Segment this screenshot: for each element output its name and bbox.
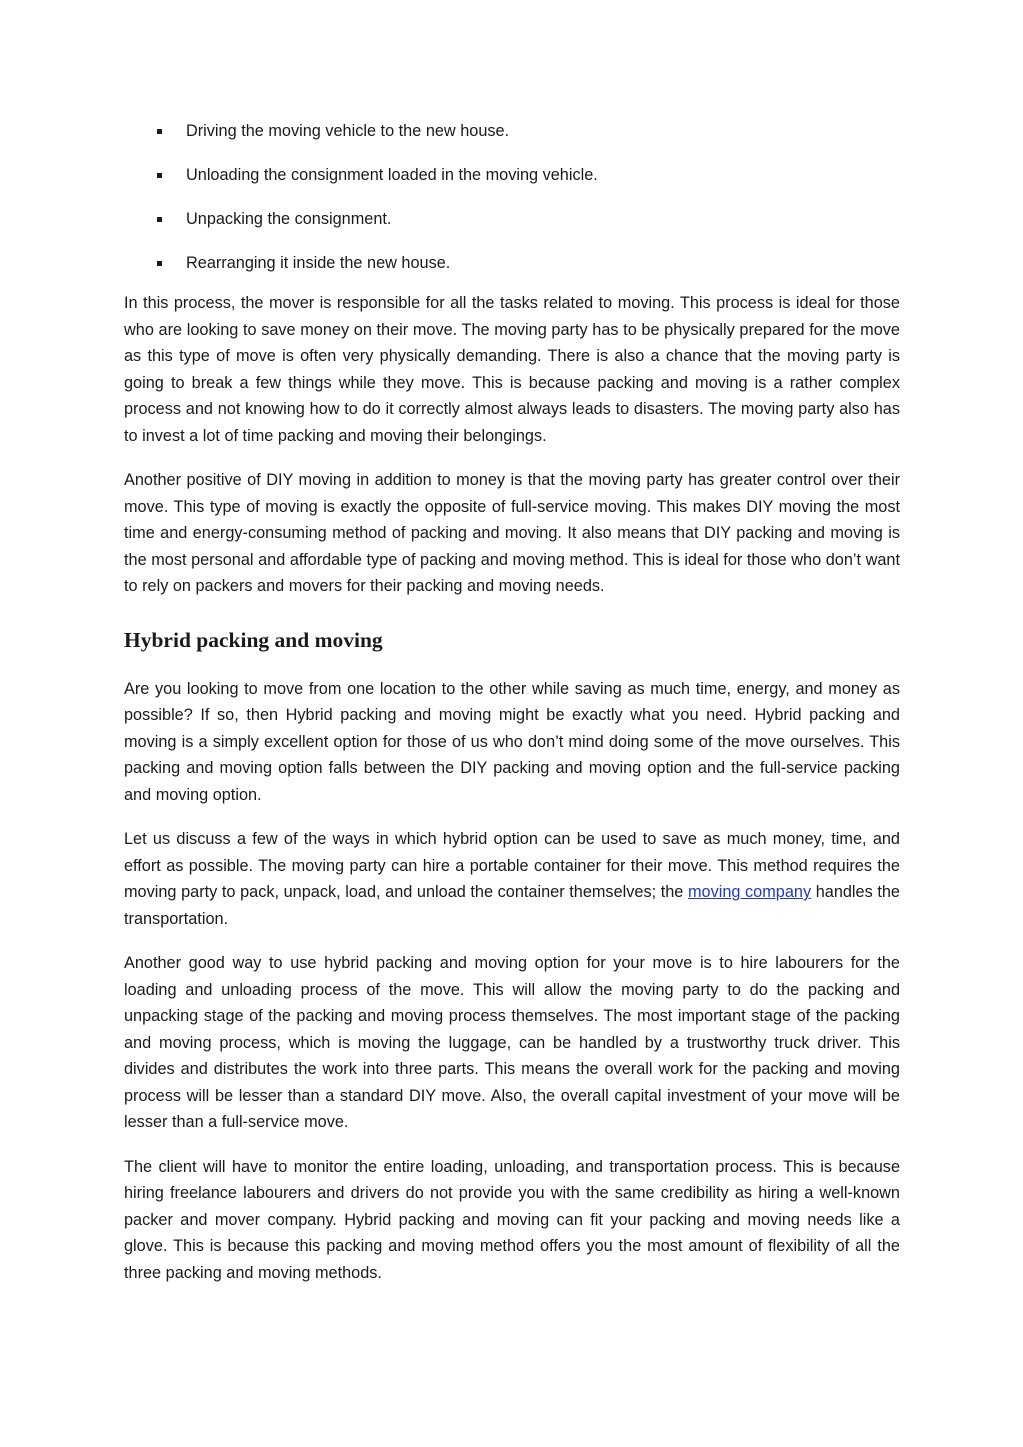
bullet-text: Driving the moving vehicle to the new house. [186,122,510,140]
square-bullet-icon [157,261,162,266]
paragraph-hire-labourers: Another good way to use hybrid packing and moving option for your move is to hire labourers for the loading and unloading process of the move. This will allow the moving party to do the packing and unpacking stage of the packing and moving process themselves. The most important stage of the packing and moving process, which is moving the luggage, can be handled by a trustworthy truck driver. This divides and distributes the work into three parts. This means the overall work for the packing and moving process will be lesser than a standard DIY move. Also, the overall capital investment of your move will be lesser than a full-service move. [124,954,900,1131]
bullet-text: Unloading the consignment loaded in the moving vehicle. [186,166,598,184]
square-bullet-icon [157,173,162,178]
paragraph-diy-positive: Another positive of DIY moving in addition to money is that the moving party has greater control over their move. This type of moving is exactly the opposite of full-service moving. This makes DIY moving the most time and energy-consuming method of packing and moving. It also means that DIY packing and moving is the most personal and affordable type of packing and moving method. This is ideal for those who don’t want to rely on packers and movers for their packing and moving needs. [124,471,900,595]
paragraph-text-after-link: handles the transportation. [124,883,900,928]
section-heading: Hybrid packing and moving [124,627,383,652]
task-bullet-list [124,118,900,276]
square-bullet-icon [157,129,162,134]
bullet-item [124,118,900,144]
bullet-text: Rearranging it inside the new house. [186,254,451,272]
paragraph-diy-responsibility: In this process, the mover is responsible for all the tasks related to moving. This process is ideal for those who are looking to save money on their move. The moving party has to be physically prepared for the move as this type of move is often very physically demanding. There is also a chance that the moving party is going to break a few things while they move. This is because packing and moving is a rather complex process and not knowing how to do it correctly almost always leads to disasters. The moving party also has to invest a lot of time packing and moving their belongings. [124,294,900,445]
paragraph-client-monitoring: The client will have to monitor the entire loading, unloading, and transportation process. This is because hiring freelance labourers and drivers do not provide you with the same credibility as hiring a well-known packer and mover company. Hybrid packing and moving can fit your packing and moving needs like a glove. This is because this packing and moving method offers you the most amount of flexibility of all the three packing and moving methods. [124,1157,900,1282]
square-bullet-icon [157,217,162,222]
paragraph-text-before-link: Let us discuss a few of the ways in which hybrid option can be used to save as much money, time, and effort as possible. The moving party can hire a portable container for their move. This method requires the moving party to pack, unpack, load, and unload the container themselves; the [124,830,900,901]
paragraph-portable-container [124,826,900,932]
bullet-item [124,206,900,232]
moving-company-link[interactable]: moving company [687,883,812,901]
bullet-item [124,162,900,188]
paragraph-hybrid-intro: Are you looking to move from one location to the other while saving as much time, energy, and money as possible? If so, then Hybrid packing and moving might be exactly what you need. Hybrid packing and moving is a simply excellent option for those of us who don’t mind doing some of the move ourselves. This packing and moving option falls between the DIY packing and moving option and the full-service packing and moving option. [124,679,900,804]
bullet-item [124,250,900,276]
bullet-text: Unpacking the consignment. [186,210,392,228]
document-page [124,118,900,1304]
